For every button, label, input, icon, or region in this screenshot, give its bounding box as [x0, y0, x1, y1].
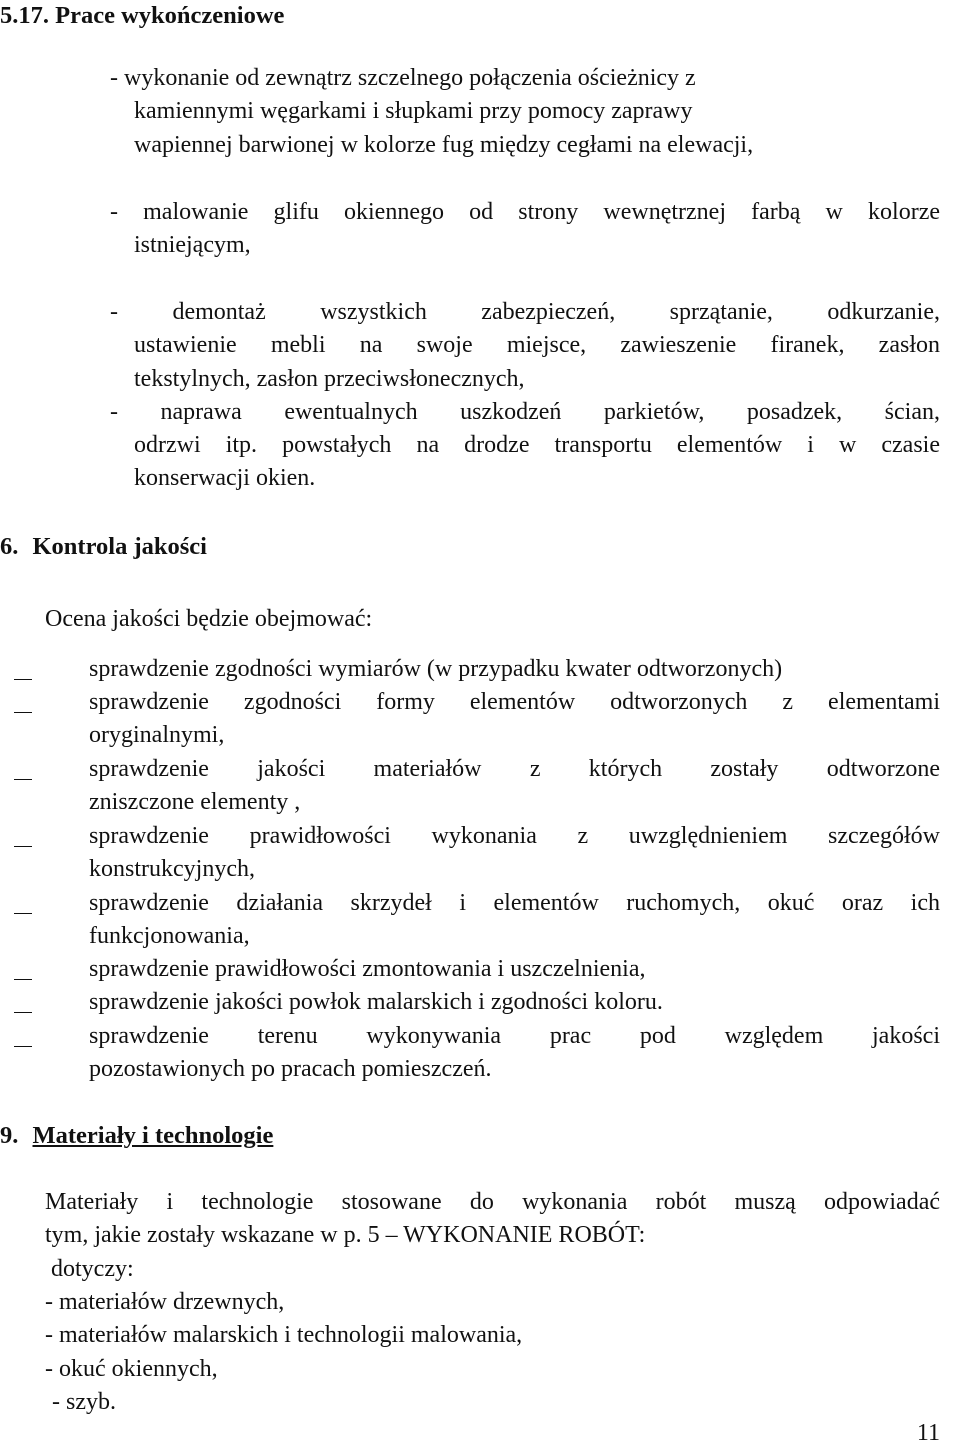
- text-line: konstrukcyjnych,: [89, 856, 255, 883]
- text-line: sprawdzenie terenu wykonywania prac pod względem jakości: [89, 1023, 940, 1049]
- section-number: 9.: [0, 1122, 19, 1149]
- text-line: konserwacji okien.: [134, 465, 316, 492]
- text-line: pozostawionych po pracach pomieszczeń.: [89, 1056, 492, 1083]
- materials-list: [45, 1286, 745, 1419]
- text-line: zniszczone elementy ,: [89, 789, 301, 816]
- section-heading-9: [0, 1121, 273, 1151]
- text-line: kamiennymi węgarkami i słupkami przy pomocy zaprawy: [134, 98, 693, 125]
- quality-intro: Ocena jakości będzie obejmować:: [45, 606, 373, 632]
- page-number: 11: [916, 1420, 940, 1446]
- finishing-item-1: [110, 62, 830, 162]
- finishing-item-3: [110, 296, 940, 496]
- dash-bullet: [14, 846, 32, 847]
- text-line: sprawdzenie jakości powłok malarskich i zgodności koloru.: [89, 989, 663, 1015]
- dotyczy-label: dotyczy:: [51, 1256, 134, 1282]
- text-line: sprawdzenie prawidłowości zmontowania i uszczelnienia,: [89, 956, 646, 982]
- list-item: - materiałów malarskich i technologii malowania,: [45, 1322, 523, 1349]
- text-line: sprawdzenie zgodności wymiarów (w przypadku kwater odtworzonych): [89, 656, 783, 682]
- text-line: istniejącym,: [134, 232, 251, 259]
- dash-bullet: [14, 1046, 32, 1047]
- text-line: Materiały i technologie stosowane do wykonania robót muszą odpowiadać: [45, 1189, 940, 1215]
- dash-bullet: [14, 712, 32, 713]
- dash-bullet: [14, 913, 32, 914]
- text-line: tym, jakie zostały wskazane w p. 5 – WYKONANIE ROBÓT:: [45, 1222, 646, 1249]
- text-line: sprawdzenie jakości materiałów z których zostały odtworzone: [89, 756, 940, 782]
- materials-paragraph: [45, 1186, 940, 1253]
- text-line: sprawdzenie działania skrzydeł i elementów ruchomych, okuć oraz ich: [89, 890, 940, 916]
- text-line: sprawdzenie zgodności formy elementów odtworzonych z elementami: [89, 689, 940, 715]
- text-line: wapiennej barwionej w kolorze fug między cegłami na elewacji,: [134, 131, 754, 158]
- text-line: - demontaż wszystkich zabezpieczeń, sprzątanie, odkurzanie,: [110, 299, 940, 325]
- text-line: sprawdzenie prawidłowości wykonania z uwzględnieniem szczegółów: [89, 823, 940, 849]
- text-line: - malowanie glifu okiennego od strony wewnętrznej farbą w kolorze: [110, 199, 940, 225]
- dash-bullet: [14, 779, 32, 780]
- list-item: - materiałów drzewnych,: [45, 1289, 285, 1315]
- text-line: tekstylnych, zasłon przeciwsłonecznych,: [134, 365, 525, 392]
- list-item: - szyb.: [52, 1388, 116, 1415]
- section-heading-5-17: 5.17. Prace wykończeniowe: [0, 2, 285, 29]
- text-line: odrzwi itp. powstałych na drodze transportu elementów i w czasie: [134, 432, 940, 459]
- dash-bullet: [14, 1012, 32, 1013]
- section-title: Kontrola jakości: [32, 533, 207, 560]
- text-line: ustawienie mebli na swoje miejsce, zawieszenie firanek, zasłon: [134, 332, 940, 359]
- text-line: funkcjonowania,: [89, 923, 250, 950]
- section-heading-6: [0, 532, 207, 562]
- text-line: oryginalnymi,: [89, 722, 225, 749]
- list-item: - okuć okiennych,: [45, 1355, 218, 1382]
- section-title: Materiały i technologie: [32, 1122, 274, 1149]
- text-line: - naprawa ewentualnych uszkodzeń parkietów, posadzek, ścian,: [110, 398, 940, 425]
- dash-bullet: [14, 679, 32, 680]
- finishing-item-2: [110, 196, 940, 263]
- section-number: 6.: [0, 533, 19, 560]
- dash-bullet: [14, 979, 32, 980]
- text-line: - wykonanie od zewnątrz szczelnego połączenia ościeżnicy z: [110, 65, 696, 91]
